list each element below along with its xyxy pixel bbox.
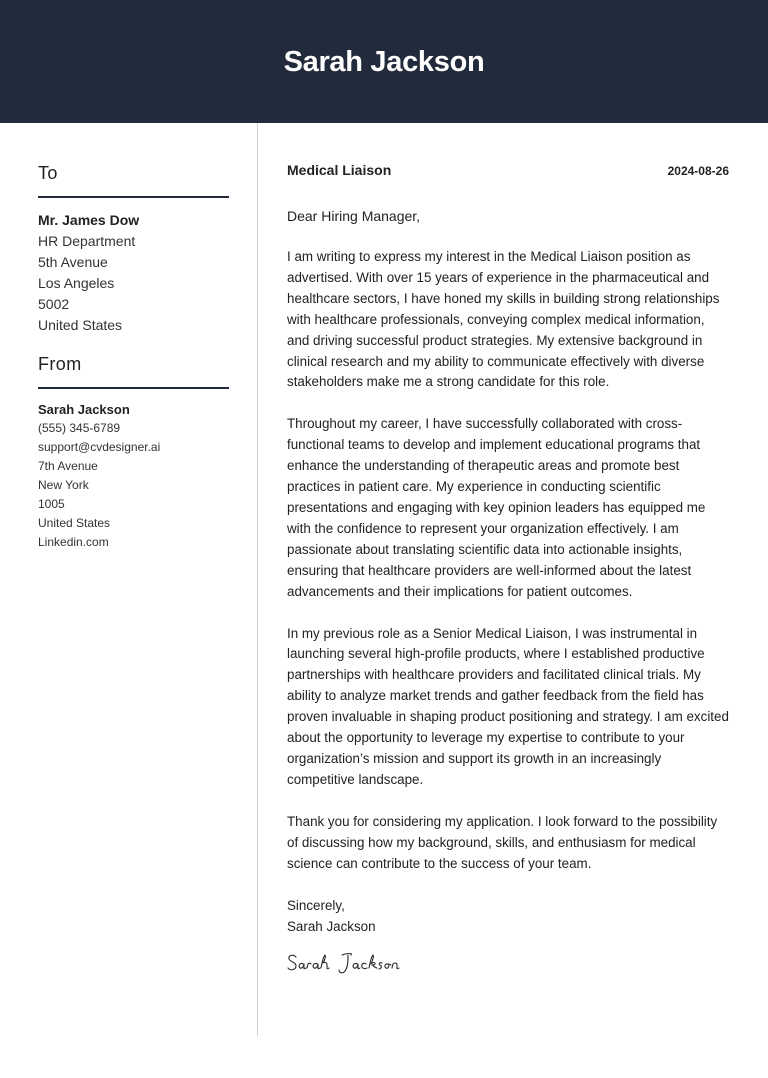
recipient-name: Mr. James Dow bbox=[38, 212, 140, 228]
recipient-block bbox=[38, 210, 229, 336]
candidate-name: Sarah Jackson bbox=[283, 45, 485, 78]
paragraph-3: In my previous role as a Senior Medical Liaison, I was instrumental in launching several high-profile products, where I established productive partnerships with healthcare providers and facilitated clinical trials. My ability to analyze market trends and gather feedback from the field has proven invaluable in shaping product positioning and strategy. I am excited about the opportunity to leverage my expertise to contribute to your organization’s mission and support its growth in an increasingly competitive landscape. bbox=[287, 625, 729, 787]
recipient-street: 5th Avenue bbox=[38, 254, 108, 270]
sender-country: United States bbox=[38, 516, 111, 530]
page-header bbox=[0, 0, 768, 123]
salutation: Dear Hiring Manager, bbox=[287, 208, 421, 224]
from-section-title: From bbox=[38, 354, 229, 389]
letter-body bbox=[287, 123, 729, 982]
closing-block bbox=[287, 895, 729, 937]
recipient-department: HR Department bbox=[38, 233, 136, 249]
sidebar bbox=[38, 123, 229, 552]
sender-email: support@cvdesigner.ai bbox=[38, 440, 161, 454]
recipient-city: Los Angeles bbox=[38, 275, 115, 291]
column-divider bbox=[257, 123, 258, 1036]
paragraph-1: I am writing to express my interest in the Medical Liaison position as advertised. With over 15 years of experience in the pharmaceutical and healthcare sectors, I have honed my skills in building strong relationships with healthcare professionals, conveying complex medical information, and driving successful product strategies. My extensive background in clinical research and my ability to communicate effectively with diverse stakeholders make me a strong candidate for this role. bbox=[287, 249, 720, 390]
sender-linkedin: Linkedin.com bbox=[38, 535, 109, 549]
sender-postcode: 1005 bbox=[38, 497, 65, 511]
sender-block bbox=[38, 401, 229, 552]
to-section-title: To bbox=[38, 163, 229, 198]
sender-phone: (555) 345-6789 bbox=[38, 421, 121, 435]
handwritten-signature bbox=[287, 949, 407, 977]
job-title: Medical Liaison bbox=[287, 162, 392, 178]
sender-city: New York bbox=[38, 478, 89, 492]
closing-name: Sarah Jackson bbox=[287, 919, 376, 935]
letter-meta-row bbox=[287, 162, 729, 178]
recipient-country: United States bbox=[38, 317, 123, 333]
recipient-postcode: 5002 bbox=[38, 296, 70, 312]
sender-name: Sarah Jackson bbox=[38, 402, 130, 417]
sender-street: 7th Avenue bbox=[38, 459, 98, 473]
letter-date: 2024-08-26 bbox=[667, 164, 729, 178]
paragraph-4: Thank you for considering my application. I look forward to the possibility of discussing how my background, skills, and enthusiasm for medical science can contribute to the success of your team. bbox=[287, 813, 718, 871]
closing-phrase: Sincerely, bbox=[287, 898, 345, 914]
paragraph-2: Throughout my career, I have successfully collaborated with cross-functional teams to develop and implement educational programs that enhance the understanding of therapeutic areas and promote best practices in patient care. My experience in conducting scientific presentations and engaging with key opinion leaders has equipped me with the confidence to represent your organization effectively. I am passionate about translating scientific data into actionable insights, ensuring that healthcare providers are well-informed about the latest advancements and their implications for patient outcomes. bbox=[287, 416, 706, 599]
